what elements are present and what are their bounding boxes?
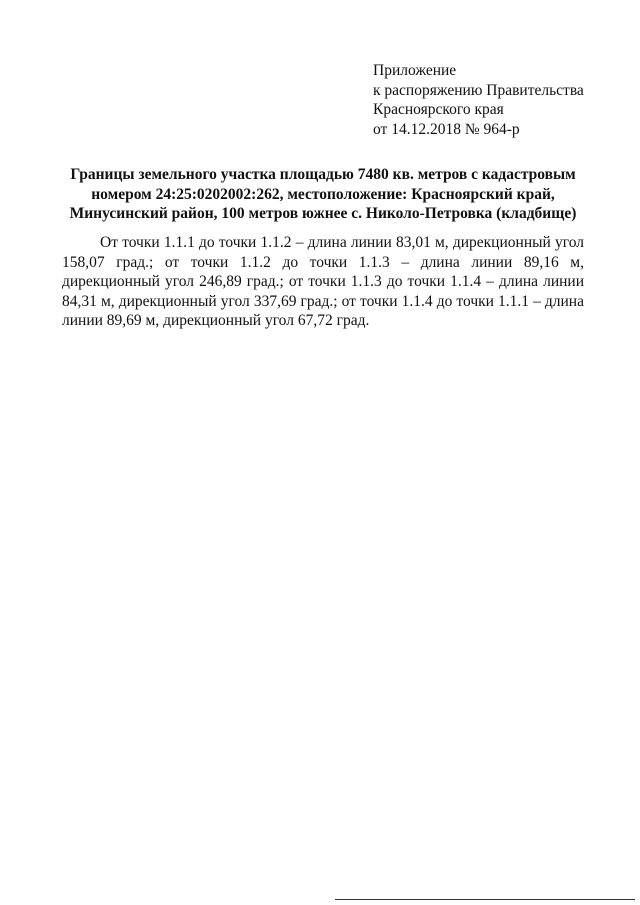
boundary-description: От точки 1.1.1 до точки 1.1.2 – длина линии 83,01 м, дирекционный угол 158,07 град.; от точки 1.1.2 до точки 1.1.3 – длина линии 89,16 м, дирекционный угол 246,89 град.; от точки 1.1.3 до точки 1.1.4 – длина линии 84,31 м, дирекционный угол 337,69 град.; от точки 1.1.4 до точки 1.1.1 – длина линии 89,69 м, дирекционный угол 67,72 град. <box>62 234 584 329</box>
appendix-date-number: от 14.12.2018 № 964-р <box>373 120 520 138</box>
appendix-label: Приложение <box>373 62 457 79</box>
appendix-region: Красноярского края <box>373 101 504 118</box>
document-title: Границы земельного участка площадью 7480 кв. метров с кадастровым номером 24:25:0202002:262, местоположение: Красноярский край, Минусинский район, 100 метров южнее с. Николо-Петровка (кладбище) <box>69 166 577 222</box>
appendix-header <box>373 61 613 139</box>
footer-divider <box>335 899 635 900</box>
appendix-reference: к распоряжению Правительства <box>373 81 584 99</box>
